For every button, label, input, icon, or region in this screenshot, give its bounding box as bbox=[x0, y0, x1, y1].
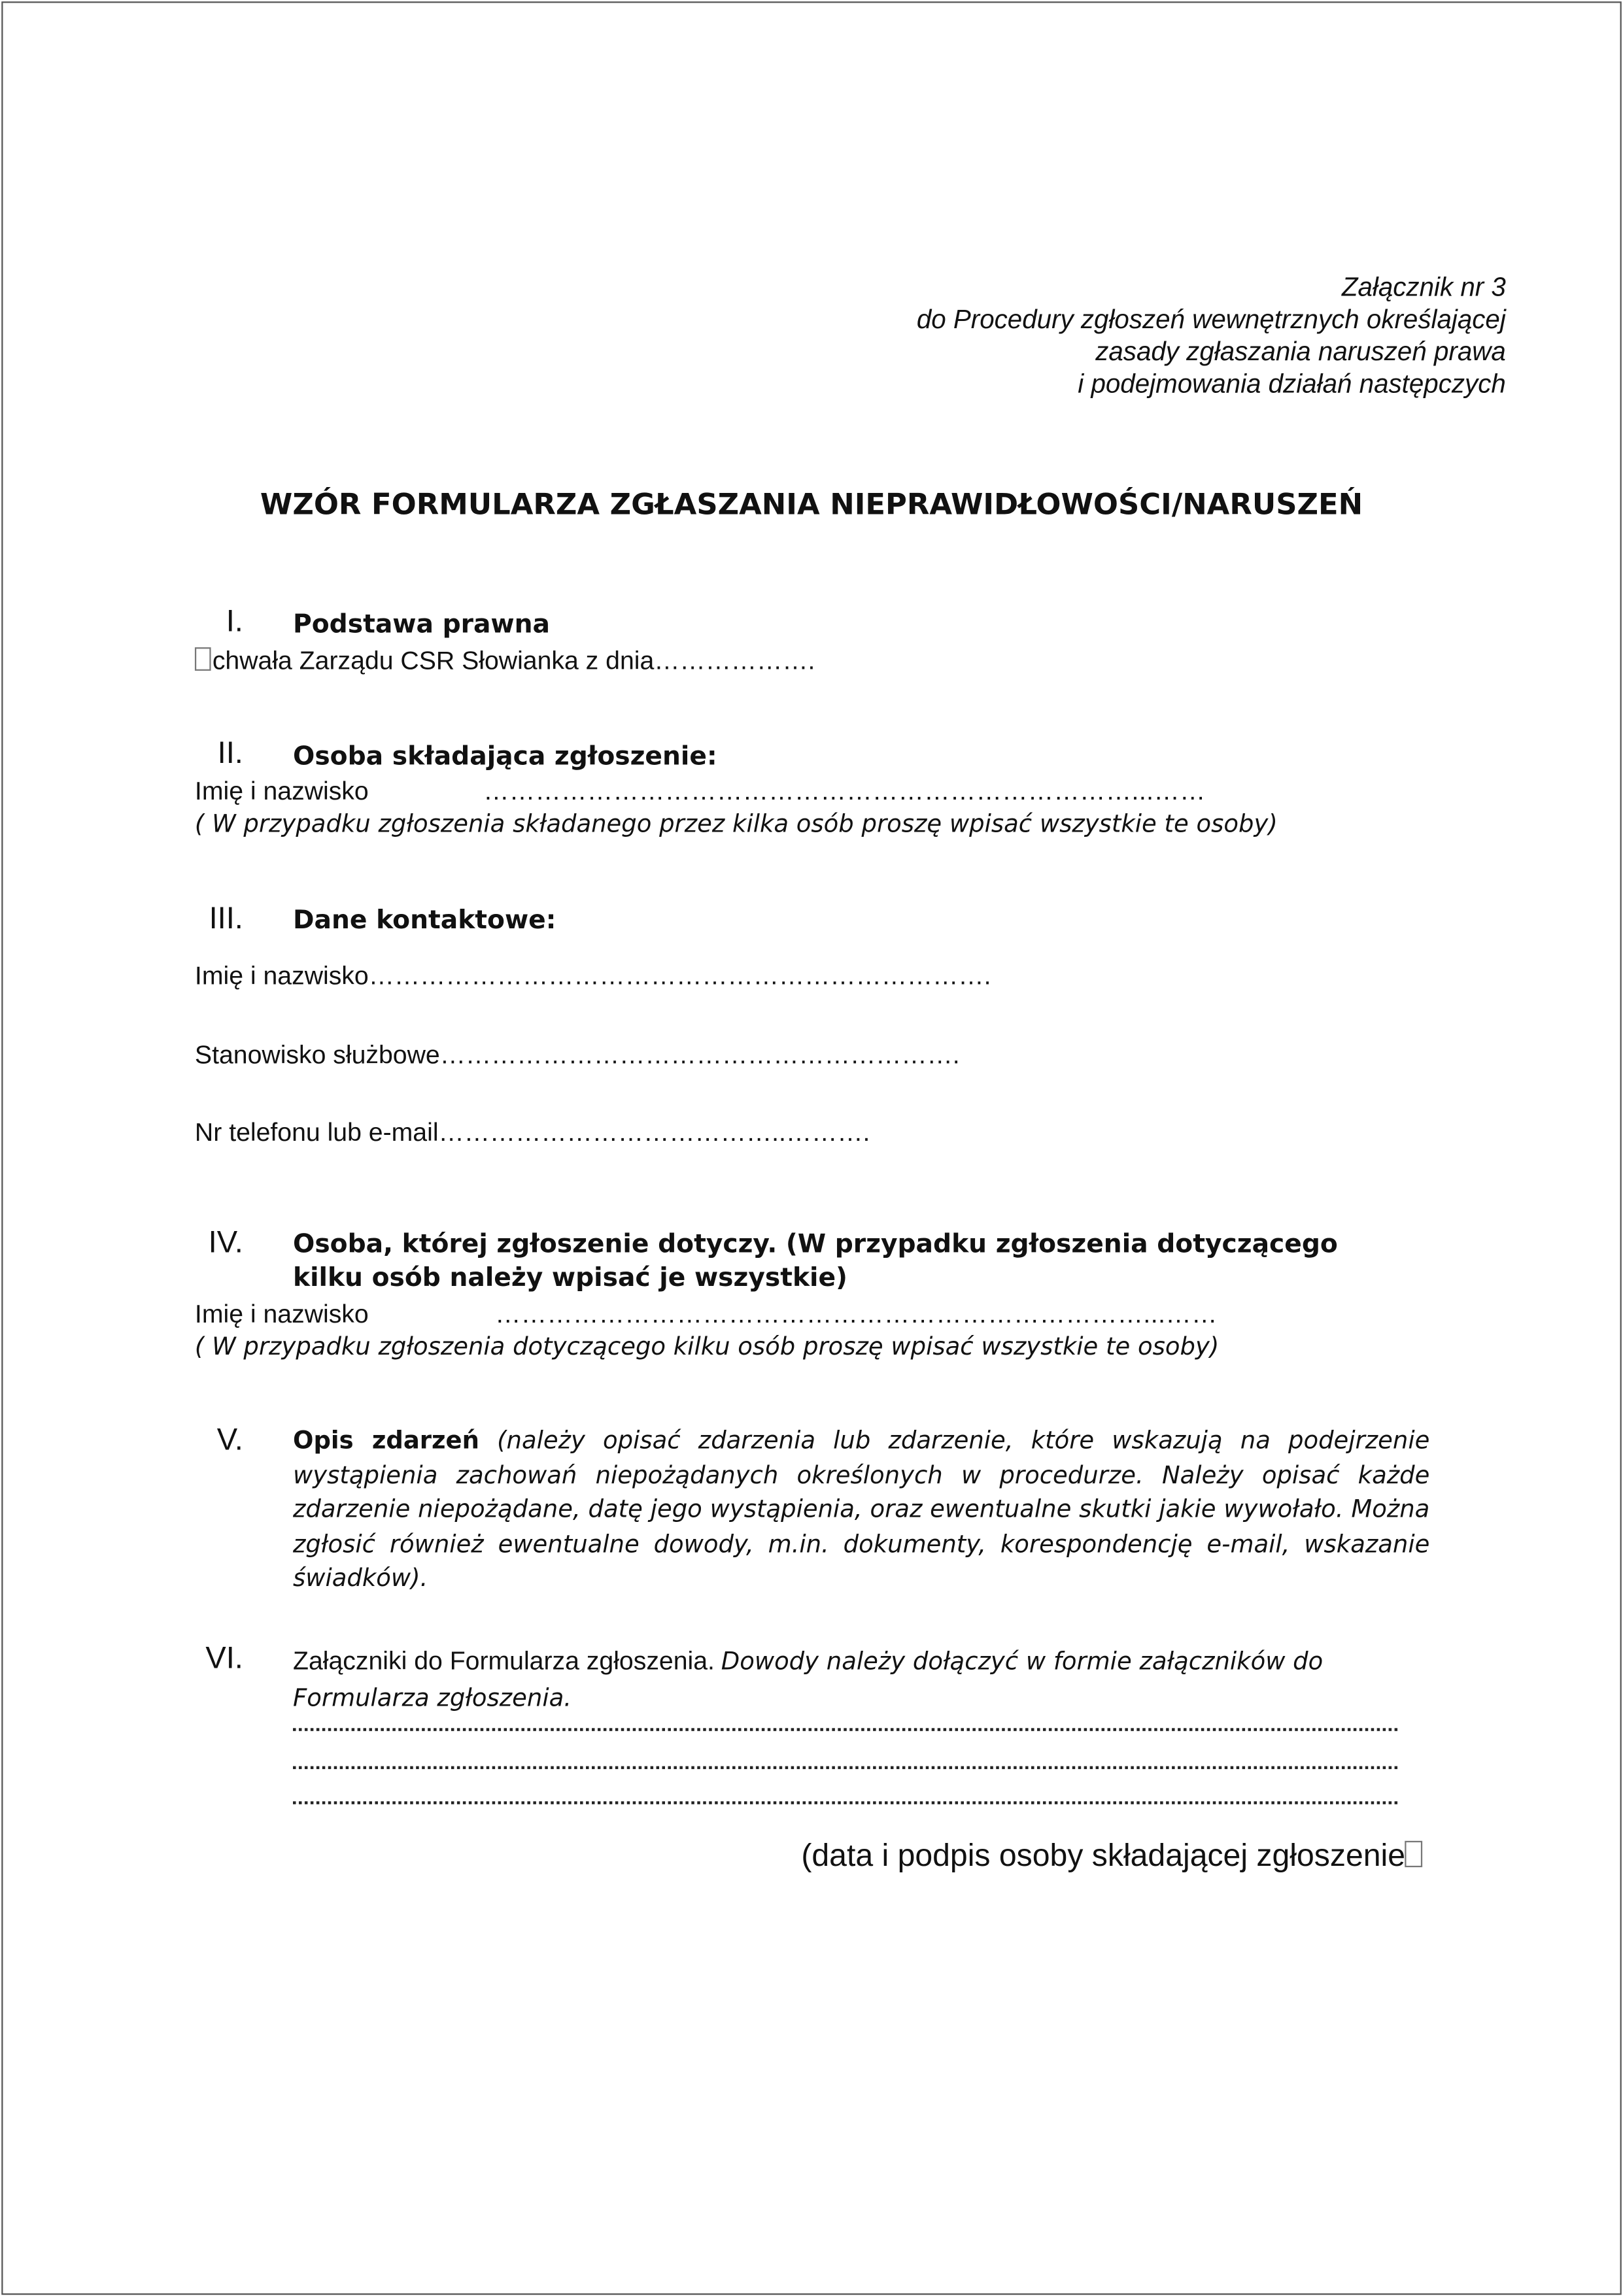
section-3-contact-field[interactable] bbox=[195, 1117, 870, 1148]
section-4-name-label: Imię i nazwisko bbox=[194, 1298, 369, 1328]
section-5-description bbox=[293, 1423, 1429, 1595]
section-5-heading: Opis zdarzeń bbox=[293, 1426, 479, 1455]
section-2-name-dots[interactable]: …………………………………………………………………...…… bbox=[483, 776, 1206, 806]
section-6-text bbox=[293, 1643, 1406, 1716]
attachment-line-1[interactable] bbox=[293, 1728, 1397, 1730]
section-2-name-label: Imię i nazwisko bbox=[194, 776, 369, 806]
section-6-text-italic: Dowody należy dołączyć w formie załączników do Formularza zgłoszenia. bbox=[293, 1647, 1324, 1712]
section-1-text bbox=[195, 646, 815, 677]
section-3-name-dots: ………………………………………………………………. bbox=[368, 960, 991, 990]
section-4-name-dots[interactable]: …………………………………………………………………...…… bbox=[495, 1298, 1218, 1328]
section-3-contact-dots: …………………………………..………. bbox=[438, 1117, 870, 1147]
annex-line-4: i podejmowania działań następczych bbox=[1078, 369, 1506, 399]
section-3-position-field[interactable] bbox=[195, 1039, 960, 1070]
attachment-line-2[interactable] bbox=[293, 1766, 1397, 1769]
section-1-date-dots: ………………. bbox=[654, 645, 815, 675]
section-3-contact-label: Nr telefonu lub e-mail bbox=[194, 1117, 439, 1147]
section-3-name-label: Imię i nazwisko bbox=[194, 960, 369, 990]
page-title: WZÓR FORMULARZA ZGŁASZANIA NIEPRAWIDŁOWOŚCI/NARUSZEŃ bbox=[260, 486, 1363, 522]
section-4-heading-line-2: kilku osób należy wpisać je wszystkie) bbox=[293, 1264, 848, 1294]
signature-caption bbox=[801, 1838, 1424, 1874]
section-4-note: ( W przypadku zgłoszenia dotyczącego kilku osób proszę wpisać wszystkie te osoby) bbox=[194, 1332, 1220, 1361]
annex-line-1: Załącznik nr 3 bbox=[1341, 272, 1506, 302]
section-1-heading: Podstawa prawna bbox=[293, 611, 551, 640]
section-3-heading: Dane kontaktowe: bbox=[293, 906, 556, 936]
section-3-position-label: Stanowisko służbowe bbox=[194, 1039, 440, 1070]
annex-line-2: do Procedury zgłoszeń wewnętrznych określającej bbox=[916, 304, 1506, 334]
section-2-number: II. bbox=[217, 736, 243, 771]
section-3-position-dots: ……………………………………………………. bbox=[439, 1039, 960, 1070]
annex-line-3: zasady zgłaszania naruszeń prawa bbox=[1095, 337, 1506, 367]
section-1-number: I. bbox=[226, 605, 243, 639]
section-3-name-field[interactable] bbox=[195, 961, 991, 992]
section-4-heading-line-1: Osoba, której zgłoszenie dotyczy. (W przypadku zgłoszenia dotyczącego bbox=[293, 1230, 1338, 1260]
missing-glyph-box bbox=[1405, 1841, 1423, 1867]
section-5-text: (należy opisać zdarzenia lub zdarzenie, które wskazują na podejrzenie wystąpienia zachowań niepożądanych określonych w procedurze. Należy opisać każde zdarzenie niepożądane, datę jego wystąpienia, oraz ewentualne skutki jakie wywołało. Można zgłosić również ewentualne dowody, m.in. dokumenty, korespondencję e-mail, wskazanie świadków). bbox=[293, 1426, 1430, 1592]
section-6-number: VI. bbox=[205, 1642, 243, 1676]
section-2-heading: Osoba składająca zgłoszenie: bbox=[293, 742, 717, 772]
attachment-line-3[interactable] bbox=[293, 1801, 1397, 1804]
missing-glyph-box bbox=[195, 647, 211, 671]
section-5-number: V. bbox=[216, 1423, 243, 1457]
section-6-text-plain: Załączniki do Formularza zgłoszenia. bbox=[293, 1646, 715, 1676]
section-1-resolution: chwała Zarządu CSR Słowianka z dnia bbox=[212, 645, 655, 675]
section-3-number: III. bbox=[209, 902, 243, 936]
section-4-number: IV. bbox=[208, 1225, 243, 1260]
section-2-note: ( W przypadku zgłoszenia składanego przez kilka osób proszę wpisać wszystkie te osoby) bbox=[194, 809, 1278, 838]
signature-text: (data i podpis osoby składającej zgłoszenie bbox=[801, 1838, 1406, 1874]
